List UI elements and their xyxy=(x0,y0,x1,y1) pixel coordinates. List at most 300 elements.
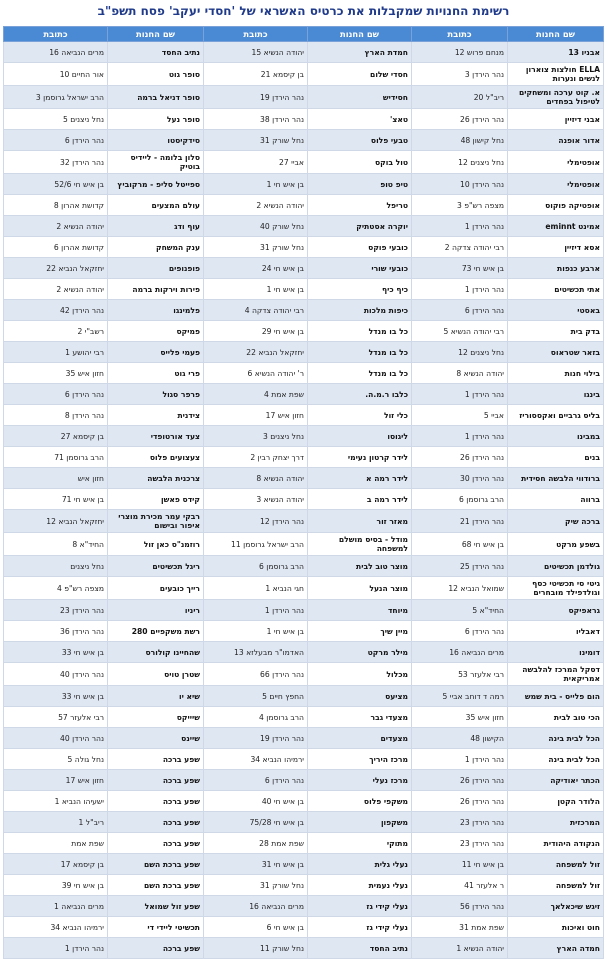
store-name-cell: רבקי עמר מכירת מוצרי איפור ובישום xyxy=(108,510,204,533)
table-row xyxy=(4,707,604,728)
store-name-cell: סופר נעל xyxy=(108,109,204,130)
address-cell: נהר הירדן 19 xyxy=(204,86,308,109)
table-row xyxy=(4,510,604,533)
store-name-cell: ברווה xyxy=(508,489,604,510)
address-cell: מנחם פרוש 12 xyxy=(412,42,508,63)
store-name-cell: בנים xyxy=(508,447,604,468)
address-cell: ריב"ל 20 xyxy=(412,86,508,109)
table-row xyxy=(4,621,604,642)
store-name-cell: שיינס xyxy=(108,728,204,749)
store-name-cell: נעלי קידי גז xyxy=(308,917,412,938)
table-row xyxy=(4,130,604,151)
table-row xyxy=(4,600,604,621)
address-cell: נהר הירדן 36 xyxy=(4,621,108,642)
store-name-cell: אופטימלי xyxy=(508,174,604,195)
address-cell: רבי יהודה הנשיא 5 xyxy=(412,321,508,342)
store-name-cell: שפע ברכת השם xyxy=(108,854,204,875)
store-name-cell: נתיב החסד xyxy=(308,938,412,959)
address-cell: בן איש חי 33 xyxy=(4,686,108,707)
address-cell: נהר הירדן 8 xyxy=(4,405,108,426)
address-cell: שפת אמת xyxy=(4,833,108,854)
store-name-cell: פירות וירקות ברמה xyxy=(108,279,204,300)
store-name-cell: שפע זול שמואל xyxy=(108,896,204,917)
address-cell: חזון איש 35 xyxy=(4,363,108,384)
store-name-cell: מיוחד xyxy=(308,600,412,621)
store-name-cell: נעלי גלית xyxy=(308,854,412,875)
address-cell: יהודה הנשיא 8 xyxy=(412,363,508,384)
address-cell: נהר הירדן 23 xyxy=(4,600,108,621)
address-cell: יהודה הנשיא 15 xyxy=(204,42,308,63)
address-cell: בן איש חי 39 xyxy=(4,875,108,896)
address-cell: דרך יצחק רבין 2 xyxy=(204,447,308,468)
table-row xyxy=(4,791,604,812)
address-cell: נחל ניצנים xyxy=(4,556,108,577)
address-cell: יחזקאל הנביא 12 xyxy=(4,510,108,533)
store-name-cell: שפע ברכה xyxy=(108,749,204,770)
store-name-cell: מאזר זור xyxy=(308,510,412,533)
store-name-cell: ענק המשחק xyxy=(108,237,204,258)
store-name-cell: אופטיקה פוקוס xyxy=(508,195,604,216)
address-cell: נחל ניצנים 5 xyxy=(4,109,108,130)
address-cell: נהר הירדן 32 xyxy=(4,151,108,174)
address-cell: נהר הירדן 1 xyxy=(412,749,508,770)
address-cell: בן איש חי 73 xyxy=(412,258,508,279)
address-cell: האדמו"ר מבעלזא 13 xyxy=(204,642,308,663)
store-name-cell: מילר מרקט xyxy=(308,642,412,663)
header-store-name: שם החנות xyxy=(308,27,412,42)
store-name-cell: ליגוסו xyxy=(308,426,412,447)
table-row xyxy=(4,896,604,917)
store-name-cell: ברכה שיק xyxy=(508,510,604,533)
store-name-cell: לידר רמה א xyxy=(308,468,412,489)
address-cell: רבי יהושע 1 xyxy=(4,342,108,363)
address-cell: נהר הירדן 1 xyxy=(412,279,508,300)
address-cell: מרים הנביאה 16 xyxy=(4,42,108,63)
address-cell: הרב גרוסמן 71 xyxy=(4,447,108,468)
address-cell: נחל שורק 31 xyxy=(204,130,308,151)
store-name-cell: פעמי פלייס xyxy=(108,342,204,363)
address-cell: יהודה הנשיא 8 xyxy=(204,468,308,489)
store-name-cell: מיין שיך xyxy=(308,621,412,642)
table-row xyxy=(4,109,604,130)
address-cell: נהר הירדן 1 xyxy=(4,938,108,959)
address-cell: נהר הירדן 1 xyxy=(412,426,508,447)
header-row xyxy=(4,27,604,42)
table-row xyxy=(4,279,604,300)
store-name-cell: הלודר הקטן xyxy=(508,791,604,812)
store-name-cell: טריפל xyxy=(308,195,412,216)
address-cell: נחל ניצנים 12 xyxy=(412,342,508,363)
table-row xyxy=(4,917,604,938)
store-name-cell: צעד אורטופדי xyxy=(108,426,204,447)
address-cell: בן איש חי 33 xyxy=(4,642,108,663)
table-row xyxy=(4,938,604,959)
store-name-cell: מרכז היריך xyxy=(308,749,412,770)
address-cell: ישעיהו הנביא 1 xyxy=(4,791,108,812)
store-name-cell: צעצועים פלוס xyxy=(108,447,204,468)
table-row xyxy=(4,663,604,686)
store-name-cell: יוקרה אסטתיק xyxy=(308,216,412,237)
store-name-cell: פלמינגו xyxy=(108,300,204,321)
address-cell: נהר הירדן 1 xyxy=(204,600,308,621)
store-name-cell: גראפיקס xyxy=(508,600,604,621)
store-name-cell: בזאר שטראוס xyxy=(508,342,604,363)
store-name-cell: כל בו מנדל xyxy=(308,363,412,384)
store-name-cell: בינגו xyxy=(508,384,604,405)
store-name-cell: הכי טוב לבית xyxy=(508,707,604,728)
table-row xyxy=(4,237,604,258)
header-store-name: שם החנות xyxy=(108,27,204,42)
address-cell: רבי אלעזר 53 xyxy=(412,663,508,686)
store-name-cell: מתוקי xyxy=(308,833,412,854)
table-row xyxy=(4,195,604,216)
address-cell: נחל ניצנים 12 xyxy=(412,151,508,174)
address-cell: בן קיסמא 21 xyxy=(204,63,308,86)
table-row xyxy=(4,533,604,556)
store-name-cell: טיפ טופ xyxy=(308,174,412,195)
address-cell: הרב ישראל גרוסמן 11 xyxy=(204,533,308,556)
address-cell: בן איש חי 1 xyxy=(204,174,308,195)
address-cell: נחל ניצנים 3 xyxy=(204,426,308,447)
address-cell: בן איש חי 1 xyxy=(204,279,308,300)
store-name-cell: שפע ברכה xyxy=(108,770,204,791)
store-name-cell: המרכזית xyxy=(508,812,604,833)
store-name-cell: שפע ברכה xyxy=(108,833,204,854)
address-cell: בן איש חי 31 xyxy=(204,854,308,875)
table-row xyxy=(4,151,604,174)
store-name-cell: כל בו מנדל xyxy=(308,342,412,363)
store-name-cell: סידקיסטו xyxy=(108,130,204,151)
address-cell: שפת אמת 28 xyxy=(204,833,308,854)
store-name-cell: כובעי שורי xyxy=(308,258,412,279)
store-name-cell: באסטי xyxy=(508,300,604,321)
header-address: כתובת xyxy=(4,27,108,42)
address-cell: נהר הירדן 6 xyxy=(412,300,508,321)
address-cell: חזון איש xyxy=(4,468,108,489)
store-name-cell: אבניו 13 xyxy=(508,42,604,63)
store-name-cell: לידר רמה ב xyxy=(308,489,412,510)
store-name-cell: אסא דיזיין xyxy=(508,237,604,258)
store-name-cell: סלון בלומה - ליידיס בוטיק xyxy=(108,151,204,174)
address-cell: הרב ישראל גרוסמן 3 xyxy=(4,86,108,109)
address-cell: רבי יהודה צדקה 2 xyxy=(412,237,508,258)
table-row xyxy=(4,489,604,510)
address-cell: יהודה הנשיא 2 xyxy=(4,279,108,300)
store-name-cell: שפע ברכה xyxy=(108,812,204,833)
store-name-cell: חסידיש xyxy=(308,86,412,109)
store-name-cell: ריניו xyxy=(108,600,204,621)
store-name-cell: סופר דניאל ברמה xyxy=(108,86,204,109)
table-row xyxy=(4,642,604,663)
store-name-cell: מכלול xyxy=(308,663,412,686)
table-row xyxy=(4,426,604,447)
address-cell: נהר הירדן 12 xyxy=(204,510,308,533)
address-cell: נהר הירדן 6 xyxy=(412,621,508,642)
header-address: כתובת xyxy=(412,27,508,42)
store-name-cell: אופטימלי xyxy=(508,151,604,174)
address-cell: רמה ד דוחב אביי 5 xyxy=(412,686,508,707)
table-row xyxy=(4,556,604,577)
address-cell: מרים הנביאה 16 xyxy=(204,896,308,917)
table-row xyxy=(4,875,604,896)
address-cell: נהר הירדן 1 xyxy=(412,384,508,405)
store-name-cell: הום פלייס - בית שמש xyxy=(508,686,604,707)
address-cell: בן איש חי 24 xyxy=(204,258,308,279)
address-cell: בן איש חי 11 xyxy=(412,854,508,875)
store-name-cell: טול בוקס xyxy=(308,151,412,174)
address-cell: מצפה רש"פ 4 xyxy=(4,577,108,600)
address-cell: קדושת אהרון 6 xyxy=(4,237,108,258)
store-name-cell: אדור אופנה xyxy=(508,130,604,151)
store-name-cell: כובעי פוקס xyxy=(308,237,412,258)
table-row xyxy=(4,174,604,195)
store-name-cell: חסדי שלום xyxy=(308,63,412,86)
store-name-cell: פמיקס xyxy=(108,321,204,342)
address-cell: הרב גרוסמן 6 xyxy=(204,556,308,577)
table-row xyxy=(4,770,604,791)
address-cell: רשב"י 2 xyxy=(4,321,108,342)
store-name-cell: רוזמנ"ס כאן זול xyxy=(108,533,204,556)
store-name-cell: גולדמן תכשיטים xyxy=(508,556,604,577)
store-name-cell: עולם המצעים xyxy=(108,195,204,216)
store-name-cell: חמדת הארץ xyxy=(308,42,412,63)
store-name-cell: ריגל תכשיטים xyxy=(108,556,204,577)
store-name-cell: אבני דיזיין xyxy=(508,109,604,130)
address-cell: נהר הירדן 26 xyxy=(412,791,508,812)
address-cell: שפת אמת 4 xyxy=(204,384,308,405)
stores-table xyxy=(3,26,604,959)
store-name-cell: שיייקס xyxy=(108,707,204,728)
store-name-cell: רשת משקפיים 280 xyxy=(108,621,204,642)
address-cell: נהר הירדן 40 xyxy=(4,728,108,749)
address-cell: אור החיים 10 xyxy=(4,63,108,86)
address-cell: ריב"ל 1 xyxy=(4,812,108,833)
store-name-cell: מוצר הנעל xyxy=(308,577,412,600)
table-row xyxy=(4,728,604,749)
address-cell: יחזקאל הנביא 22 xyxy=(204,342,308,363)
table-row xyxy=(4,86,604,109)
page-title: רשימת החנויות שמקבלות את כרטיס האשראי של 'חסדי יעקב' פסח תשפ"ב xyxy=(97,4,510,18)
address-cell: נהר הירדן 66 xyxy=(204,663,308,686)
address-cell: נהר הירדן 6 xyxy=(4,130,108,151)
address-cell: נהר הירדן 30 xyxy=(412,468,508,489)
store-name-cell: דומינו xyxy=(508,642,604,663)
store-name-cell: סופר גוט xyxy=(108,63,204,86)
address-cell: חזון איש 17 xyxy=(4,770,108,791)
store-name-cell: אמינט eminnt xyxy=(508,216,604,237)
table-row xyxy=(4,321,604,342)
table-row xyxy=(4,447,604,468)
store-name-cell: בשפע מרקט xyxy=(508,533,604,556)
address-cell: בן איש חי 29 xyxy=(204,321,308,342)
store-name-cell: צידנית xyxy=(108,405,204,426)
store-name-cell: הכל לבית בינה xyxy=(508,728,604,749)
address-cell: נחל קישון 48 xyxy=(412,130,508,151)
store-name-cell: שפע ברכה xyxy=(108,938,204,959)
table-body xyxy=(4,42,604,959)
address-cell: בן איש חי 40 xyxy=(204,791,308,812)
header-address: כתובת xyxy=(204,27,308,42)
address-cell: נהר הירדן 1 xyxy=(412,216,508,237)
store-name-cell: נעלי נעמית xyxy=(308,875,412,896)
store-name-cell: בדק בית xyxy=(508,321,604,342)
store-name-cell: עוף ודג xyxy=(108,216,204,237)
address-cell: חגי הנביא 1 xyxy=(204,577,308,600)
stores-table-wrapper xyxy=(4,26,604,959)
table-row xyxy=(4,854,604,875)
address-cell: נחל שורק 40 xyxy=(204,216,308,237)
store-name-cell: פרי גוט xyxy=(108,363,204,384)
store-name-cell: כלי זול xyxy=(308,405,412,426)
address-cell: נהר הירדן 26 xyxy=(412,770,508,791)
table-row xyxy=(4,300,604,321)
store-name-cell: זיגש שיכאלאך xyxy=(508,896,604,917)
address-cell: נהר הירדן 3 xyxy=(412,63,508,86)
store-name-cell: לידר קרטון נעימי xyxy=(308,447,412,468)
address-cell: החפץ חיים 5 xyxy=(204,686,308,707)
store-name-cell: שטרן טויס xyxy=(108,663,204,686)
store-name-cell: במבינו xyxy=(508,426,604,447)
store-name-cell: מודל - בסיס מושלם למשפחה xyxy=(308,533,412,556)
table-row xyxy=(4,468,604,489)
address-cell: נהר הירדן 42 xyxy=(4,300,108,321)
address-cell: ר' יהודה הנשיא 6 xyxy=(204,363,308,384)
address-cell: בן קיסמא 17 xyxy=(4,854,108,875)
address-cell: יהודה הנשיא 2 xyxy=(4,216,108,237)
store-name-cell: טבעי פלוס xyxy=(308,130,412,151)
address-cell: הקישון 48 xyxy=(412,728,508,749)
store-name-cell: מוצר טוב לבית xyxy=(308,556,412,577)
address-cell: הרב גרוסמן 6 xyxy=(412,489,508,510)
address-cell: בן איש חי 75/28 xyxy=(204,812,308,833)
address-cell: נהר הירדן 19 xyxy=(204,728,308,749)
store-name-cell: בליס גרביים ואקססוריז xyxy=(508,405,604,426)
table-row xyxy=(4,686,604,707)
address-cell: נהר הירדן 23 xyxy=(412,812,508,833)
address-cell: אביי 27 xyxy=(204,151,308,174)
store-name-cell: טאצ' xyxy=(308,109,412,130)
address-cell: יהודה הנשיא 1 xyxy=(412,938,508,959)
table-row xyxy=(4,258,604,279)
address-cell: ר אלעזר 41 xyxy=(412,875,508,896)
address-cell: נהר הירדן 23 xyxy=(412,833,508,854)
store-name-cell: קידס פאשן xyxy=(108,489,204,510)
store-name-cell: שיא יו xyxy=(108,686,204,707)
store-name-cell: כיפות מלכות xyxy=(308,300,412,321)
store-name-cell: הנקודה היהודית xyxy=(508,833,604,854)
address-cell: בן איש חי 1 xyxy=(204,621,308,642)
header-store-name: שם החנות xyxy=(508,27,604,42)
address-cell: קדושת אהרון 8 xyxy=(4,195,108,216)
store-name-cell: א. קוט ערכה ומשחקים לטיפול בפחדים xyxy=(508,86,604,109)
address-cell: בן איש חי 52/6 xyxy=(4,174,108,195)
store-name-cell: כלבו ר.מ.ה. xyxy=(308,384,412,405)
store-name-cell: מרכז נעלי xyxy=(308,770,412,791)
store-name-cell: זול למשפחה xyxy=(508,875,604,896)
address-cell: נהר הירדן 6 xyxy=(4,384,108,405)
table-row xyxy=(4,749,604,770)
address-cell: יחזקאל הנביא 22 xyxy=(4,258,108,279)
store-name-cell: אתי תכשיטים xyxy=(508,279,604,300)
address-cell: מצפה רש"פ 3 xyxy=(412,195,508,216)
table-row xyxy=(4,42,604,63)
store-name-cell: רייך כובעים xyxy=(108,577,204,600)
address-cell: מרים הנביאה 1 xyxy=(4,896,108,917)
store-name-cell: פופנופים xyxy=(108,258,204,279)
store-name-cell: הכל לבית בינה xyxy=(508,749,604,770)
address-cell: ירמיהו הנביא 34 xyxy=(4,917,108,938)
store-name-cell: ספייטל סליפ - מרקוביץ xyxy=(108,174,204,195)
address-cell: שפת אמת 31 xyxy=(412,917,508,938)
table-row xyxy=(4,577,604,600)
store-name-cell: משקפי פלוס xyxy=(308,791,412,812)
address-cell: בן איש חי 68 xyxy=(412,533,508,556)
address-cell: יהודה הנשיא 3 xyxy=(204,489,308,510)
store-name-cell: משקפון xyxy=(308,812,412,833)
address-cell: נהר הירדן 25 xyxy=(412,556,508,577)
table-row xyxy=(4,833,604,854)
store-name-cell: דאבליו xyxy=(508,621,604,642)
address-cell: חזון איש 35 xyxy=(412,707,508,728)
store-name-cell: מציעס xyxy=(308,686,412,707)
store-name-cell: הכתר יאודיקה xyxy=(508,770,604,791)
table-row xyxy=(4,384,604,405)
address-cell: בן איש חי 71 xyxy=(4,489,108,510)
address-cell: נחל שורק 11 xyxy=(204,938,308,959)
store-name-cell: כיף כיף xyxy=(308,279,412,300)
store-name-cell: פרפר סגול xyxy=(108,384,204,405)
address-cell: נהר הירדן 10 xyxy=(412,174,508,195)
store-name-cell: צרכנית הלבשה xyxy=(108,468,204,489)
store-name-cell: גיטי סי תכשיטי כסף וגולדפילד מובחרים xyxy=(508,577,604,600)
address-cell: שמואל הנביא 12 xyxy=(412,577,508,600)
store-name-cell: זול למשפחה xyxy=(508,854,604,875)
store-name-cell: דסקל המרכז להלבשה אמריקאית xyxy=(508,663,604,686)
address-cell: הרב גרוסמן 4 xyxy=(204,707,308,728)
store-name-cell: נתיב החסד xyxy=(108,42,204,63)
address-cell: נהר הירדן 26 xyxy=(412,109,508,130)
table-row xyxy=(4,216,604,237)
address-cell: אביי 5 xyxy=(412,405,508,426)
store-name-cell: ברודווי הלבשה חסידית xyxy=(508,468,604,489)
address-cell: נהר הירדן 38 xyxy=(204,109,308,130)
address-cell: ירמיהו הנביא 34 xyxy=(204,749,308,770)
address-cell: בן קיסמא 27 xyxy=(4,426,108,447)
store-name-cell: שפע ברכה xyxy=(108,791,204,812)
address-cell: יהודה הנשיא 2 xyxy=(204,195,308,216)
table-row xyxy=(4,405,604,426)
table-row xyxy=(4,342,604,363)
address-cell: רבי אלעזר 57 xyxy=(4,707,108,728)
store-name-cell: נעלי קידי גז xyxy=(308,896,412,917)
address-cell: נחל שורק 31 xyxy=(204,875,308,896)
store-name-cell: כל בו מנדל xyxy=(308,321,412,342)
store-name-cell: תכשיטי ליידי די xyxy=(108,917,204,938)
address-cell: רבי יהודה צדקה 4 xyxy=(204,300,308,321)
address-cell: בן איש חי 6 xyxy=(204,917,308,938)
store-name-cell: ELLA חולצות צוארון לנשים ונערות xyxy=(508,63,604,86)
address-cell: נהר הירדן 40 xyxy=(4,663,108,686)
table-row xyxy=(4,63,604,86)
address-cell: נחל גולה 5 xyxy=(4,749,108,770)
address-cell: החיד"א 8 xyxy=(4,533,108,556)
address-cell: החיד"א 5 xyxy=(412,600,508,621)
store-name-cell: חמדה הארץ xyxy=(508,938,604,959)
address-cell: חזון איש 17 xyxy=(204,405,308,426)
table-row xyxy=(4,363,604,384)
address-cell: נהר הירדן 26 xyxy=(412,447,508,468)
store-name-cell: בילוי חנות xyxy=(508,363,604,384)
